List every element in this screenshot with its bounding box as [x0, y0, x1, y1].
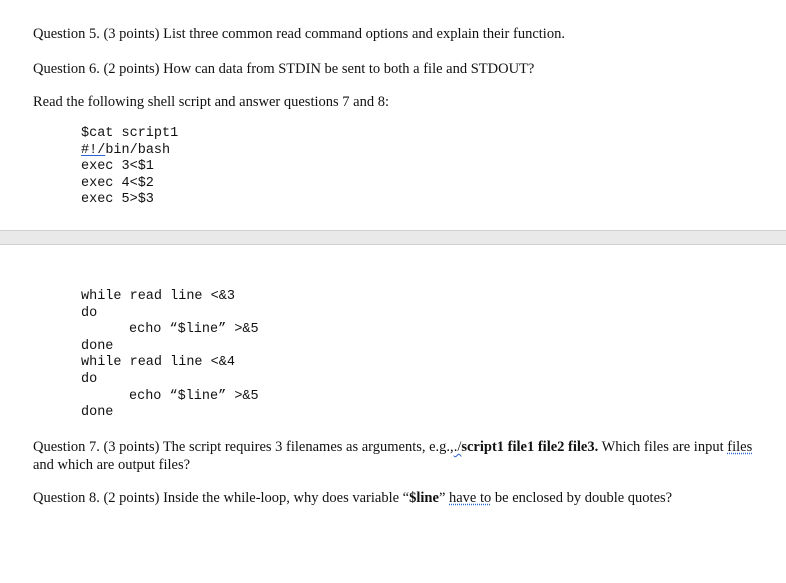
code-line: do: [81, 371, 98, 387]
shebang-path: bin/bash: [105, 142, 171, 158]
script-code-top: [81, 126, 178, 209]
q7-suffix: and which are output files?: [33, 457, 191, 473]
code-line: echo “$line” >&5: [129, 322, 259, 338]
code-line-shebang: [81, 143, 178, 160]
question-5: Question 5. (3 points) List three common read command options and explain their function.: [33, 26, 565, 42]
q7-mid: Which files are input: [598, 439, 728, 455]
code-line: while read line <&4: [81, 355, 235, 371]
q8-variable: $line: [409, 490, 439, 506]
code-line: exec 5>$3: [81, 192, 154, 208]
code-line: done: [81, 405, 114, 421]
code-line: exec 4<$2: [81, 175, 154, 191]
q7-prefix: Question 7. (3 points) The script requires 3 filenames as arguments, e.g.,: [33, 439, 454, 455]
code-line: exec 3<$1: [81, 159, 154, 175]
q7-files-word: files: [727, 439, 753, 455]
q7-example-dots: ./: [453, 439, 462, 455]
q7-example-command: script1 file1 file2 file3.: [461, 439, 599, 455]
code-line: while read line <&3: [81, 289, 235, 304]
code-line: echo “$line” >&5: [129, 388, 259, 404]
code-line: done: [81, 338, 114, 354]
code-line: $cat script1: [81, 126, 179, 141]
shebang-marker: #!/: [81, 142, 106, 158]
q8-mid: ”: [438, 490, 449, 506]
question-8: [33, 489, 672, 507]
question-6: Question 6. (2 points) How can data from STDIN be sent to both a file and STDOUT?: [33, 61, 535, 77]
script-code-bottom: [81, 289, 259, 422]
q8-prefix: Question 8. (2 points) Inside the while-loop, why does variable “: [33, 490, 410, 506]
code-line: do: [81, 305, 98, 321]
q8-suffix: be enclosed by double quotes?: [491, 490, 673, 506]
question-7: [33, 438, 753, 474]
script-intro: Read the following shell script and answer questions 7 and 8:: [33, 94, 389, 110]
page-break-separator: [0, 230, 786, 245]
q8-have-to: have to: [449, 490, 492, 506]
